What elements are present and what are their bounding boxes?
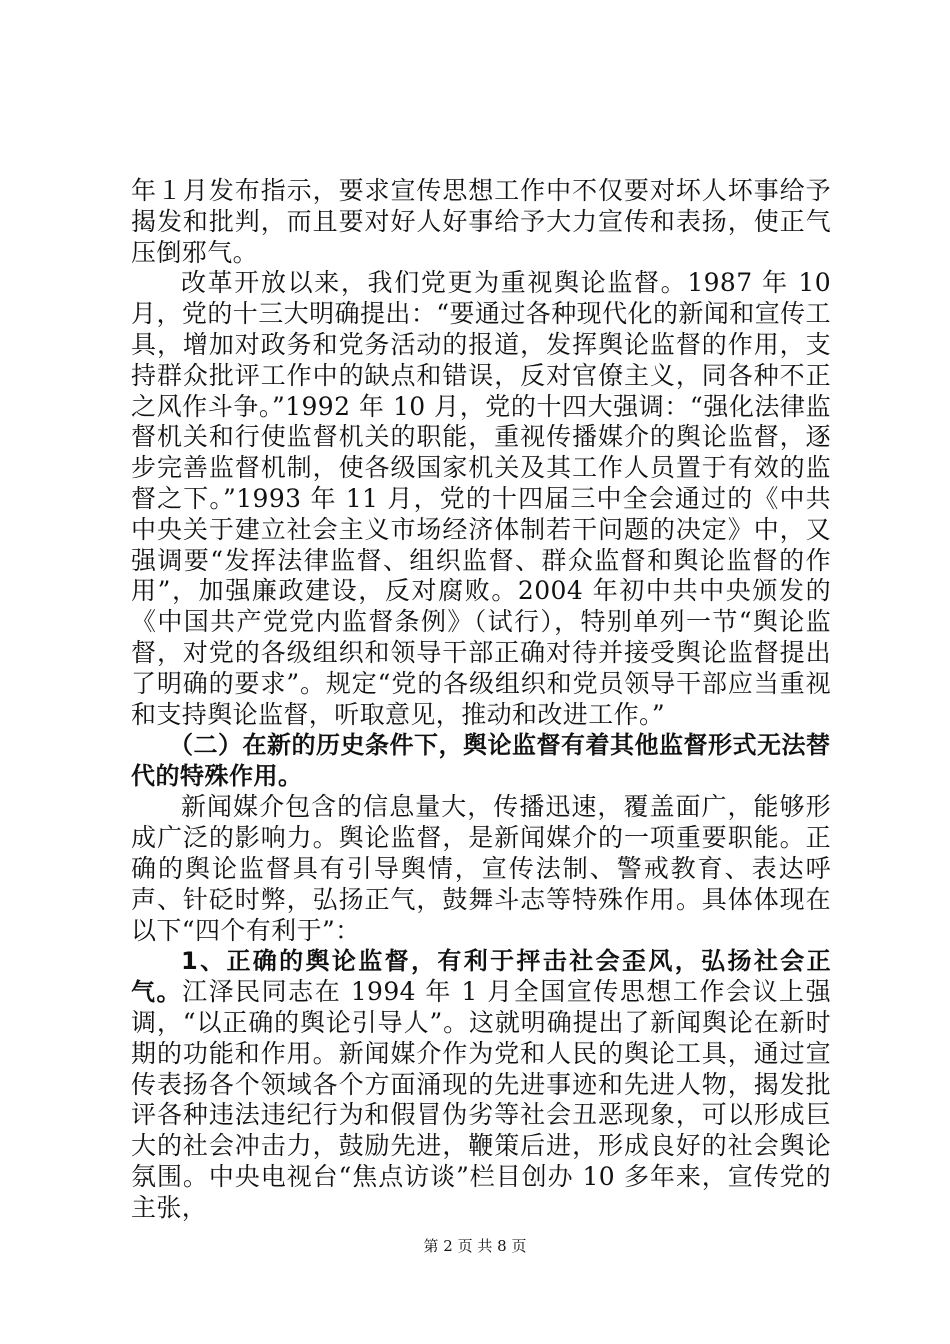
paragraph-continuation: 年１月发布指示，要求宣传思想工作中不仅要对坏人坏事给予揭发和批判，而且要对好人好事给予大力宣传和表扬，使正气压倒邪气。 (131, 176, 831, 267)
point-1-body: 江泽民同志在 1994 年 1 月全国宣传思想工作会议上强调，“以正确的舆论引导人”。这就明确提出了新闻舆论在新时期的功能和作用。新闻媒介作为党和人民的舆论工具，通过宣传表扬各个领域各个方面涌现的先进事迹和先进人物，揭发批评各种违法违纪行为和假冒伪劣等社会丑恶现象，可以形成巨大的社会冲击力，鼓励先进，鞭策后进，形成良好的社会舆论氛围。中央电视台“焦点访谈”栏目创办 10 多年来，宣传党的主张， (131, 977, 831, 1222)
section-heading-2: （二）在新的历史条件下，舆论监督有着其他监督形式无法替代的特殊作用。 (131, 731, 831, 791)
page-footer: 第 2 页 共 8 页 (423, 1237, 527, 1255)
paragraph-point-1 (131, 946, 831, 1223)
paragraph-reform-supervision: 改革开放以来，我们党更为重视舆论监督。1987 年 10 月，党的十三大明确提出：“要通过各种现代化的新闻和宣传工具，增加对政务和党务活动的报道，发挥舆论监督的作用，支持群众批评工作中的缺点和错误，反对官僚主义，同各种不正之风作斗争。”1992 年 10 月，党的十四大强调：“强化法律监督机关和行使监督机关的职能，重视传播媒介的舆论监督，逐步完善监督机制，使各级国家机关及其工作人员置于有效的监督之下。”1993 年 11 月，党的十四届三中全会通过的《中共中央关于建立社会主义市场经济体制若干问题的决定》中，又强调要“发挥法律监督、组织监督、群众监督和舆论监督的作用”，加强廉政建设，反对腐败。2004 年初中共中央颁发的《中国共产党党内监督条例》（试行），特别单列一节“舆论监督，对党的各级组织和领导干部正确对待并接受舆论监督提出了明确的要求”。规定“党的各级组织和党员领导干部应当重视和支持舆论监督，听取意见，推动和改进工作。” (131, 268, 831, 729)
point-1-heading: 1、正确的舆论监督，有利于抨击社会歪风，弘扬社会正气。 (131, 947, 831, 1007)
paragraph-media-role: 新闻媒介包含的信息量大，传播迅速，覆盖面广，能够形成广泛的影响力。舆论监督，是新闻媒介的一项重要职能。正确的舆论监督具有引导舆情，宣传法制、警戒教育、表达呼声、针砭时弊，弘扬正气，鼓舞斗志等特殊作用。具体体现在以下“四个有利于”： (131, 792, 831, 945)
document-body (131, 176, 831, 1224)
